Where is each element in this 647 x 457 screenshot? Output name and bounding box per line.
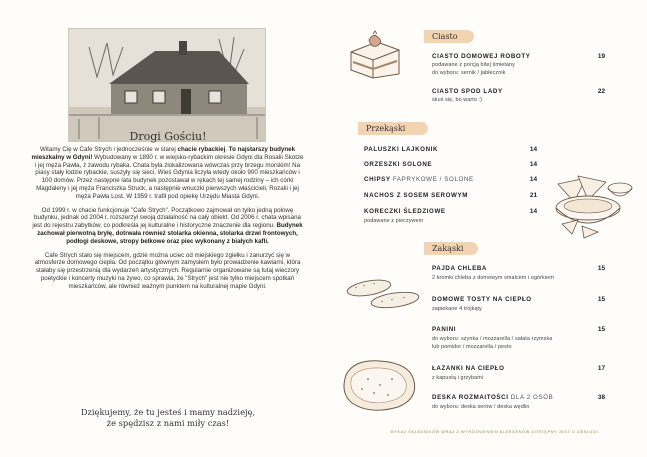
lazanki-name: ŁAZANKI NA CIEPŁO bbox=[432, 365, 505, 372]
tosty-desc: zapiekane 4 trójkąty bbox=[432, 306, 482, 312]
ciasto-spod-lady-desc: skuś się, bo warto :) bbox=[432, 97, 483, 103]
paluszki-name: PALUSZKI LAJKONIK bbox=[364, 146, 439, 153]
orzeszki-name: ORZESZKI SOLONE bbox=[364, 161, 433, 168]
panini-desc-2: lub pomidor / mozzarella / pesto bbox=[432, 344, 512, 350]
panini-desc-1: do wyboru: szynka / mozzarella / sałata rzymska bbox=[432, 336, 553, 342]
chipsy-name: CHIPSY FAPRYKOWE / SOLONE bbox=[364, 176, 474, 183]
ciasto-domowej-price: 19 bbox=[597, 53, 605, 60]
panini-price: 15 bbox=[597, 326, 605, 333]
bread-slice-icon bbox=[340, 355, 420, 417]
ciasto-domowej-name: CIASTO DOMOWEJ ROBOTY bbox=[432, 53, 531, 60]
chipsy-price: 14 bbox=[529, 176, 537, 183]
cottage-photo bbox=[68, 28, 266, 142]
pajda-name: PAJDA CHLEBA bbox=[432, 265, 487, 272]
pajda-price: 15 bbox=[597, 265, 605, 272]
koreczki-price: 14 bbox=[529, 208, 537, 215]
nachos-price: 21 bbox=[529, 192, 537, 199]
pajda-desc: 2 kromki chleba z domowym smalcem i ogórkiem bbox=[432, 275, 554, 281]
koreczki-desc: podawane z pieczywem bbox=[364, 218, 424, 224]
history-paragraph-3: Cafe Strych stało się miejscem, gdzie można uciec od miejskiego zgiełku i zanurzyć się w atmosferze domowego ciepła. Od początku głównym zamysłem było prowadzenie kawiarni, która stałaby się przestrzenią dla wydarzeń artystycznych. Regularnie organizowane są tutaj wieczory poetyckie i koncerty muzyki na żywo, co sprawia, że "Strych" jest nie tylko miejscem spotkań mieszkańców, ale również ważnym punktem na kulturalnej mapie Gdyni. bbox=[34, 251, 301, 290]
pickles-icon bbox=[345, 268, 425, 318]
ciasto-domowej-desc-1: podawane z porcją bitej śmietany bbox=[432, 62, 515, 68]
nachos-bowl-icon bbox=[548, 172, 638, 242]
cottage-illustration bbox=[69, 29, 265, 141]
section-przekaski-heading: Przekąski bbox=[358, 122, 428, 135]
deska-name: DESKA ROZMAITOŚCI DLA 2 OSÓB bbox=[432, 394, 554, 401]
lazanki-desc: z kapustą i grzybami bbox=[432, 375, 484, 381]
nachos-name: NACHOS Z SOSEM SEROWYM bbox=[364, 192, 468, 199]
tosty-name: DOMOWE TOSTY NA CIEPŁO bbox=[432, 296, 532, 303]
ciasto-domowej-desc-2: do wyboru: sernik / jabłecznik bbox=[432, 70, 506, 76]
ciasto-spod-lady-price: 22 bbox=[597, 88, 605, 95]
panini-name: PANINI bbox=[432, 326, 457, 333]
greeting-heading: Drogi Gościu! bbox=[129, 130, 207, 143]
deska-desc: do wyboru: deska serów / deska wędlin bbox=[432, 404, 530, 410]
lazanki-price: 17 bbox=[597, 365, 605, 372]
deska-price: 38 bbox=[597, 394, 605, 401]
history-paragraph-2: Od 1999 r. w chacie funkcjonuje "Cafe Strych". Początkowo zajmował on tylko jedną połowę budynku, jednak od 2004 r. rozszerzył swoją działalność na cały obiekt. Od 2006 r. chata wpisana jest do rejestru zabytków, co podkreśla jej kulturalne i historyczne znaczenie dla regionu. Budynek zachował pierwotną bryłę, dotrwała również stolarka okienna, stolarka drzwi frontowych, podłogi deskowe, stropy belkowe oraz piec wykonany z białych kafli. bbox=[32, 206, 303, 245]
allergen-footnote: WYKAZ SKŁADNIKÓW WRAZ Z WYRÓŻNIENIEM ALERGENÓW DOSTĘPNY JEST U OBSŁUGI. bbox=[390, 430, 600, 434]
section-zakaski-heading: Zakąski bbox=[424, 242, 478, 255]
paluszki-price: 14 bbox=[529, 146, 537, 153]
cake-icon bbox=[345, 30, 403, 80]
thanks-message: Dziękujemy, że tu jesteś i mamy nadzieję, że spędzisz z nami miły czas! bbox=[80, 407, 256, 428]
koreczki-name: KORECZKI ŚLEDZIOWE bbox=[364, 208, 446, 215]
ciasto-spod-lady-name: CIASTO SPOD LADY bbox=[432, 88, 503, 95]
history-paragraph-1: Witamy Cię w Cafe Strych i jednocześnie w starej chacie rybackiej. To najstarszy budynek mieszkalny w Gdyni! Wybudowany w 1890 r. w wiejsko-rybackim okresie Gdyni dla Rosalii Skotze i jej męża Pawła, z zawodu rybaka. Chata była zlokalizowana wówczas przy brzegu morskim! Na piasy stały łodzie rybackie, suszyły się sieci. Wieś Gdynia liczyła wtedy około 900 mieszkańców i 100 domów. Przez następne lata budynek pozostawał w rękach tej samej rodziny – ich córki Magdaleny i jej męża Franciszka Struck, a następnie wnuczki pierwszych właścicieli, Rozalii i jej męża Pawła Lost. W 1959 r. trafił pod opiekę Urzędu Miasta Gdyni. bbox=[31, 146, 304, 200]
tosty-price: 15 bbox=[597, 296, 605, 303]
history-text bbox=[30, 146, 305, 297]
section-ciasto-heading: Ciasto bbox=[424, 30, 474, 43]
orzeszki-price: 14 bbox=[529, 161, 537, 168]
